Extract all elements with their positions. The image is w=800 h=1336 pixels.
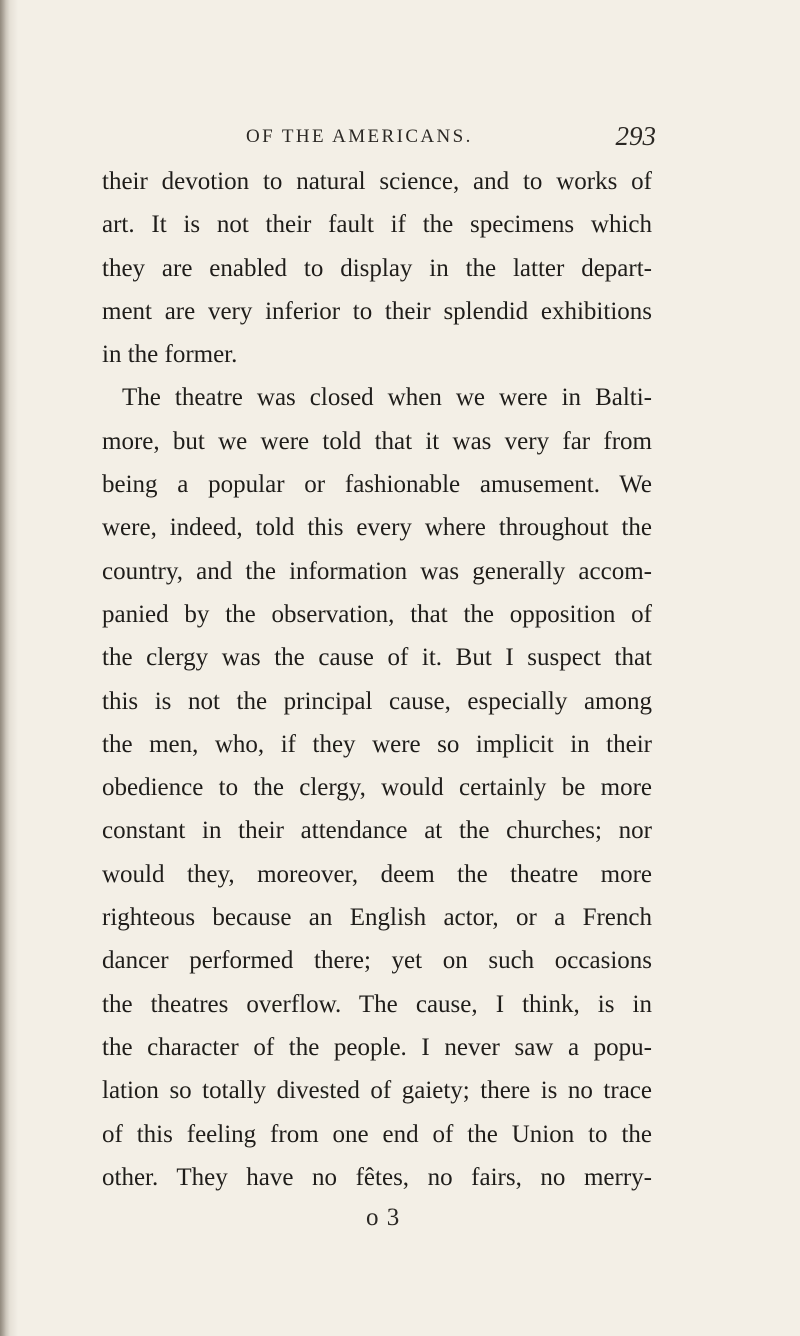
text-line: would they, moreover, deem the theatre more: [102, 860, 652, 888]
text-line: being a popular or fashionable amusement. We: [102, 471, 652, 499]
page-number: 293: [615, 121, 656, 151]
text-line: The theatre was closed when we were in Balti-: [122, 384, 652, 412]
text-line: of this feeling from one end of the Union to the: [102, 1120, 652, 1148]
text-line: in the former.: [102, 341, 238, 369]
text-line: constant in their attendance at the churches; nor: [102, 817, 652, 845]
text-line: the theatres overflow. The cause, I think, is in: [102, 990, 652, 1018]
text-line: their devotion to natural science, and to works of: [102, 168, 652, 195]
text-line: obedience to the clergy, would certainly be more: [102, 774, 652, 802]
text-line: were, indeed, told this every where throughout the: [102, 514, 652, 542]
text-line: panied by the observation, that the opposition of: [102, 600, 652, 628]
text-line: ment are very inferior to their splendid exhibitions: [102, 297, 652, 325]
text-line: righteous because an English actor, or a French: [102, 904, 652, 932]
text-line: more, but we were told that it was very far from: [102, 427, 652, 455]
text-line: other. They have no fêtes, no fairs, no merry-: [102, 1163, 652, 1191]
text-line: they are enabled to display in the latter depart-: [102, 254, 652, 282]
running-head: OF THE AMERICANS.: [246, 126, 473, 147]
body-text: [102, 160, 652, 1199]
page-header: [246, 121, 656, 156]
text-line: this is not the principal cause, especially among: [102, 687, 652, 715]
text-line: the character of the people. I never saw a popu-: [102, 1033, 652, 1061]
text-line: art. It is not their fault if the specimens which: [102, 211, 652, 239]
signature-mark: o 3: [366, 1204, 401, 1231]
text-line: lation so totally divested of gaiety; there is no trace: [102, 1077, 652, 1105]
text-line: country, and the information was generally accom-: [102, 557, 652, 585]
page-gutter-shadow: [0, 0, 10, 1336]
text-line: dancer performed there; yet on such occasions: [102, 947, 652, 975]
text-line: the clergy was the cause of it. But I suspect that: [102, 644, 652, 672]
text-line: the men, who, if they were so implicit in their: [102, 730, 652, 758]
